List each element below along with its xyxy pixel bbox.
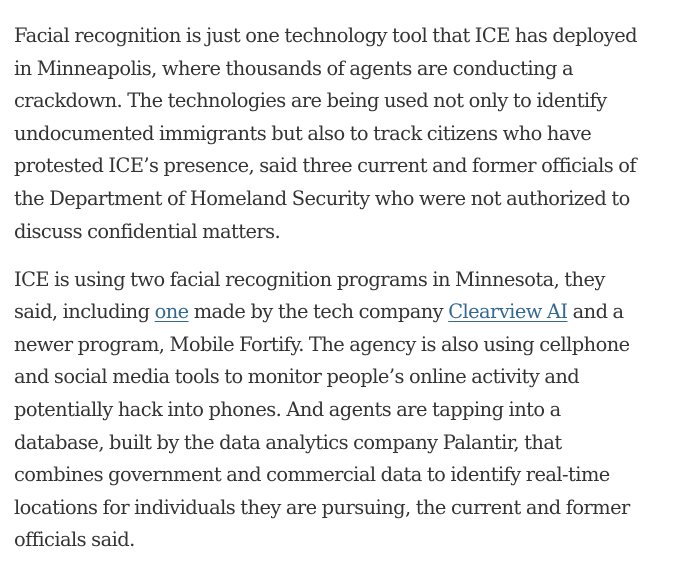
paragraph-1-line: discuss confidential matters. (14, 219, 281, 243)
paragraph-1 (14, 20, 676, 248)
line-text: said, including (14, 300, 155, 324)
paragraph-2 (14, 264, 676, 557)
paragraph-1-line: crackdown. The technologies are being used not only to identify (14, 89, 607, 113)
line-text: and a (567, 300, 624, 324)
paragraph-1-line: Facial recognition is just one technology tool that ICE has deployed (14, 24, 637, 47)
paragraph-2-line: database, built by the data analytics company Palantir, that (14, 430, 562, 454)
paragraph-2-line: newer program, Mobile Fortify. The agency is also using cellphone (14, 332, 630, 356)
paragraph-1-line: the Department of Homeland Security who were not authorized to (14, 186, 630, 210)
paragraph-2-line: officials said. (14, 528, 135, 552)
paragraph-2-line: combines government and commercial data to identify real-time (14, 463, 610, 487)
paragraph-2-line: ICE is using two facial recognition programs in Minnesota, they (14, 267, 605, 291)
paragraph-1-line: in Minneapolis, where thousands of agents are conducting a (14, 56, 573, 80)
line-text: made by the tech company (188, 300, 449, 324)
paragraph-2-line: potentially hack into phones. And agents are tapping into a (14, 398, 561, 422)
paragraph-1-line: protested ICE’s presence, said three current and former officials of (14, 154, 637, 178)
paragraph-1-line: undocumented immigrants but also to track citizens who have (14, 121, 592, 145)
link-clearview-ai[interactable]: Clearview AI (448, 300, 568, 324)
paragraph-2-line-with-links (14, 296, 676, 329)
paragraph-2-line: locations for individuals they are pursuing, the current and former (14, 495, 630, 519)
article-body (14, 20, 676, 573)
link-one[interactable]: one (154, 300, 189, 324)
paragraph-2-line: and social media tools to monitor people’s online activity and (14, 365, 580, 389)
